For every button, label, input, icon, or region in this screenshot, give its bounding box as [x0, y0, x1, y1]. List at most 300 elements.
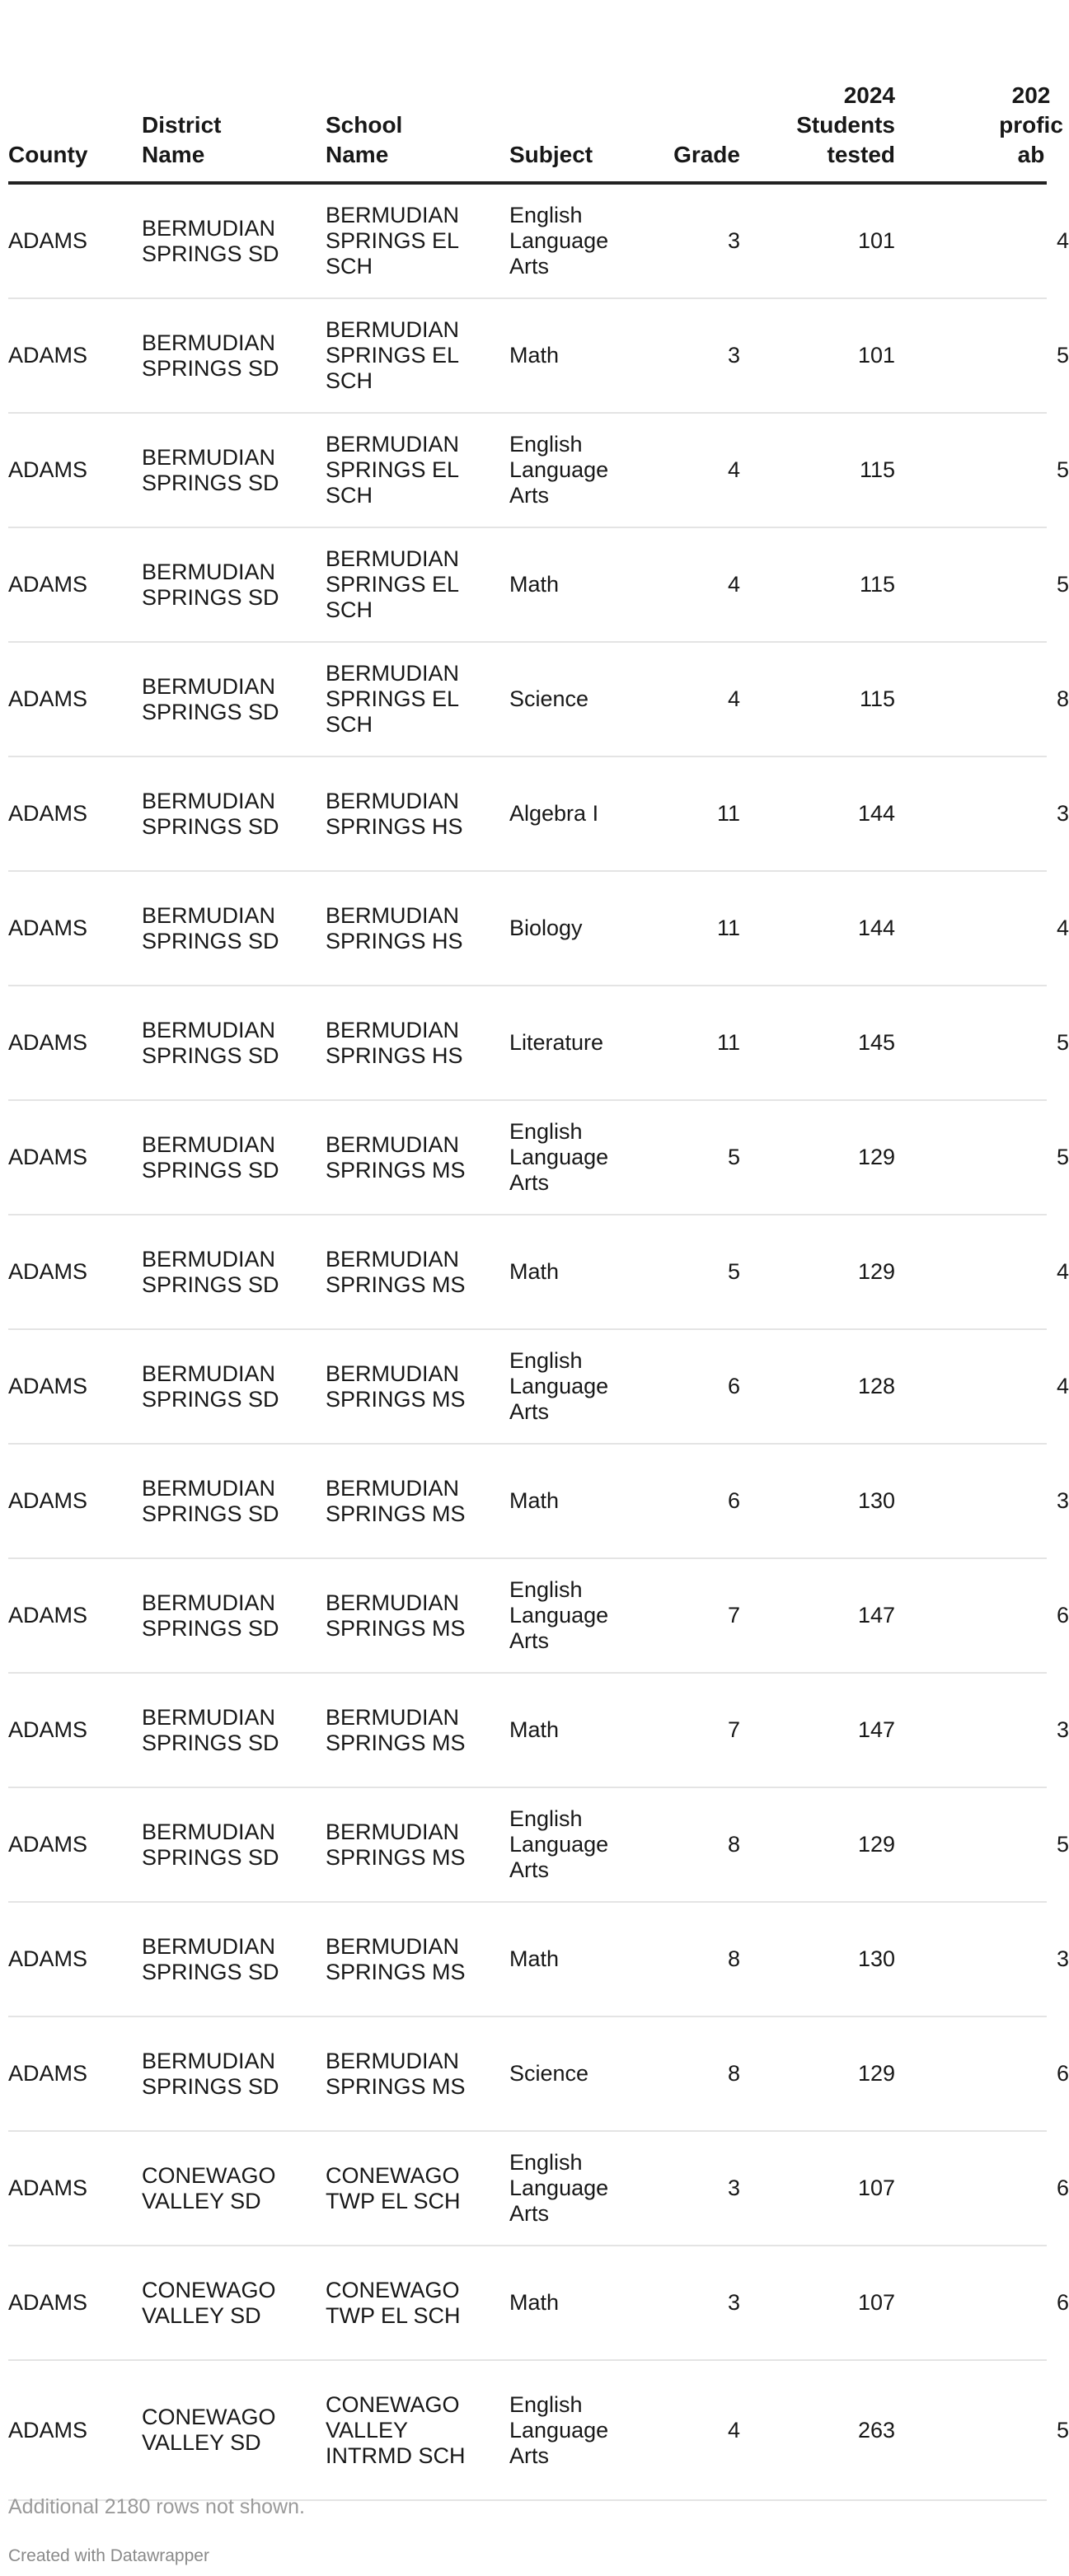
- cell-students-tested-text: 263: [857, 2417, 895, 2443]
- cell-grade: [649, 1329, 748, 1444]
- cell-district-name-text: BERMUDIAN SPRINGS SD: [142, 444, 279, 495]
- cell-grade-text: 6: [727, 1488, 740, 1513]
- cell-district-name: [142, 527, 326, 642]
- cell-subject-text: Math: [509, 1259, 560, 1284]
- cell-students-tested-text: 147: [857, 1603, 895, 1628]
- cell-students-tested: [748, 1444, 903, 1558]
- cell-grade: [649, 1444, 748, 1558]
- cell-students-tested: [748, 527, 903, 642]
- cell-district-name-text: BERMUDIAN SPRINGS SD: [142, 330, 279, 381]
- cell-grade: [649, 183, 748, 298]
- cell-students-tested: [748, 2016, 903, 2131]
- cell-district-name-text: CONEWAGO VALLEY SD: [142, 2162, 276, 2213]
- cell-subject-text: Literature: [509, 1030, 604, 1055]
- cell-subject-text: English Language Arts: [509, 1119, 609, 1195]
- cell-school-name: [326, 1787, 509, 1902]
- header-school-label: School Name: [326, 112, 403, 167]
- cell-subject: [509, 1673, 649, 1787]
- cell-grade: [649, 871, 748, 986]
- cell-grade: [649, 2360, 748, 2500]
- cell-district-name: [142, 1558, 326, 1673]
- cell-district-name-text: CONEWAGO VALLEY SD: [142, 2277, 276, 2328]
- cell-proficient-text: 5: [1057, 572, 1069, 597]
- table-row: [8, 1215, 1047, 1329]
- cell-proficient: [903, 1902, 1069, 2016]
- cell-students-tested-text: 145: [857, 1030, 895, 1055]
- cell-students-tested: [748, 298, 903, 413]
- cell-district-name-text: BERMUDIAN SPRINGS SD: [142, 902, 279, 953]
- cell-students-tested: [748, 413, 903, 527]
- cell-school-name-text: BERMUDIAN SPRINGS HS: [326, 1017, 463, 1068]
- cell-subject: [509, 642, 649, 756]
- cell-students-tested-text: 147: [857, 1717, 895, 1742]
- cell-subject: [509, 2360, 649, 2500]
- header-grade[interactable]: [649, 0, 748, 183]
- cell-subject-text: Math: [509, 572, 560, 597]
- cell-students-tested: [748, 756, 903, 871]
- cell-proficient: [903, 298, 1069, 413]
- cell-students-tested-text: 107: [857, 2176, 895, 2200]
- cell-proficient-text: 3: [1057, 1488, 1069, 1513]
- cell-proficient-text: 4: [1057, 1259, 1069, 1284]
- cell-students-tested-text: 144: [857, 801, 895, 826]
- cell-school-name-text: BERMUDIAN SPRINGS MS: [326, 1590, 466, 1641]
- cell-county: [8, 1215, 142, 1329]
- table-row: [8, 2016, 1047, 2131]
- cell-proficient-text: 5: [1057, 343, 1069, 368]
- header-school-name[interactable]: [326, 0, 509, 183]
- cell-grade-text: 4: [727, 2417, 740, 2443]
- cell-district-name-text: BERMUDIAN SPRINGS SD: [142, 1131, 279, 1183]
- cell-county: [8, 1558, 142, 1673]
- cell-subject-text: English Language Arts: [509, 1806, 609, 1882]
- cell-district-name-text: BERMUDIAN SPRINGS SD: [142, 1704, 279, 1755]
- cell-district-name: [142, 2016, 326, 2131]
- cell-school-name: [326, 298, 509, 413]
- cell-county: [8, 986, 142, 1100]
- cell-grade: [649, 756, 748, 871]
- cell-district-name-text: BERMUDIAN SPRINGS SD: [142, 1819, 279, 1870]
- cell-district-name: [142, 1902, 326, 2016]
- cell-school-name-text: BERMUDIAN SPRINGS HS: [326, 788, 463, 839]
- cell-grade: [649, 1902, 748, 2016]
- cell-proficient: [903, 1787, 1069, 1902]
- table-notes: Additional 2180 rows not shown.: [8, 2495, 305, 2518]
- cell-county-text: ADAMS: [8, 1603, 88, 1628]
- cell-students-tested: [748, 1558, 903, 1673]
- cell-school-name-text: BERMUDIAN SPRINGS HS: [326, 902, 463, 953]
- cell-proficient: [903, 1444, 1069, 1558]
- cell-county: [8, 871, 142, 986]
- cell-grade: [649, 1787, 748, 1902]
- cell-students-tested: [748, 871, 903, 986]
- cell-students-tested: [748, 1787, 903, 1902]
- cell-proficient-text: 5: [1057, 1832, 1069, 1857]
- cell-county-text: ADAMS: [8, 343, 88, 368]
- cell-subject-text: English Language Arts: [509, 1348, 609, 1424]
- cell-school-name: [326, 1902, 509, 2016]
- cell-subject: [509, 298, 649, 413]
- cell-grade-text: 11: [716, 801, 740, 826]
- table-row: [8, 642, 1047, 756]
- header-subject[interactable]: [509, 0, 649, 183]
- header-subject-label: Subject: [509, 142, 593, 167]
- cell-school-name-text: BERMUDIAN SPRINGS MS: [326, 1933, 466, 1984]
- cell-grade: [649, 642, 748, 756]
- cell-district-name: [142, 1787, 326, 1902]
- cell-subject-text: Math: [509, 1488, 560, 1513]
- cell-grade-text: 11: [716, 916, 740, 940]
- cell-grade-text: 7: [727, 1603, 740, 1628]
- cell-grade-text: 4: [727, 686, 740, 711]
- cell-subject: [509, 1215, 649, 1329]
- cell-subject: [509, 871, 649, 986]
- cell-district-name: [142, 298, 326, 413]
- cell-proficient-text: 4: [1057, 228, 1069, 253]
- cell-county-text: ADAMS: [8, 2061, 88, 2086]
- cell-county: [8, 527, 142, 642]
- cell-county: [8, 642, 142, 756]
- cell-school-name-text: CONEWAGO TWP EL SCH: [326, 2277, 461, 2328]
- cell-county: [8, 2131, 142, 2246]
- cell-county-text: ADAMS: [8, 801, 88, 826]
- cell-subject-text: English Language Arts: [509, 203, 609, 279]
- cell-district-name-text: BERMUDIAN SPRINGS SD: [142, 215, 279, 266]
- cell-grade-text: 5: [727, 1259, 740, 1284]
- cell-district-name: [142, 183, 326, 298]
- cell-district-name-text: BERMUDIAN SPRINGS SD: [142, 559, 279, 610]
- cell-grade: [649, 986, 748, 1100]
- cell-subject: [509, 1329, 649, 1444]
- cell-school-name: [326, 1100, 509, 1215]
- cell-proficient-text: 6: [1057, 1603, 1069, 1628]
- cell-proficient-text: 5: [1057, 2417, 1069, 2443]
- table-row: [8, 986, 1047, 1100]
- cell-school-name-text: BERMUDIAN SPRINGS MS: [326, 1246, 466, 1297]
- cell-proficient-text: 6: [1057, 2290, 1069, 2315]
- cell-subject: [509, 1100, 649, 1215]
- cell-students-tested-text: 129: [857, 1832, 895, 1857]
- cell-county: [8, 1787, 142, 1902]
- header-students-tested-label: 2024 Students tested: [796, 82, 895, 167]
- cell-school-name: [326, 413, 509, 527]
- cell-subject-text: Biology: [509, 916, 583, 940]
- cell-county-text: ADAMS: [8, 916, 88, 940]
- cell-school-name: [326, 2131, 509, 2246]
- cell-district-name-text: BERMUDIAN SPRINGS SD: [142, 788, 279, 839]
- cell-county: [8, 298, 142, 413]
- cell-district-name-text: BERMUDIAN SPRINGS SD: [142, 1017, 279, 1068]
- cell-subject: [509, 1558, 649, 1673]
- cell-county: [8, 2246, 142, 2360]
- cell-school-name-text: BERMUDIAN SPRINGS MS: [326, 2048, 466, 2099]
- cell-county: [8, 2016, 142, 2131]
- cell-proficient-text: 8: [1057, 686, 1069, 711]
- cell-students-tested-text: 144: [857, 916, 895, 940]
- cell-grade-text: 6: [727, 1374, 740, 1398]
- cell-subject: [509, 413, 649, 527]
- cell-county-text: ADAMS: [8, 686, 88, 711]
- cell-subject-text: Algebra I: [509, 801, 599, 826]
- cell-district-name: [142, 1673, 326, 1787]
- header-district-name[interactable]: [142, 0, 326, 183]
- data-table: [8, 0, 1069, 2501]
- cell-school-name-text: BERMUDIAN SPRINGS MS: [326, 1819, 466, 1870]
- cell-students-tested: [748, 1902, 903, 2016]
- table-row: [8, 298, 1047, 413]
- cell-county: [8, 2360, 142, 2500]
- cell-district-name-text: BERMUDIAN SPRINGS SD: [142, 673, 279, 724]
- table-row: [8, 756, 1047, 871]
- cell-subject: [509, 2131, 649, 2246]
- datawrapper-credit: Created with Datawrapper: [8, 2546, 209, 2565]
- cell-proficient: [903, 527, 1069, 642]
- cell-county-text: ADAMS: [8, 1030, 88, 1055]
- cell-students-tested-text: 129: [857, 1259, 895, 1284]
- table-row: [8, 1444, 1047, 1558]
- cell-students-tested-text: 101: [857, 228, 895, 253]
- cell-school-name-text: BERMUDIAN SPRINGS MS: [326, 1131, 466, 1183]
- cell-proficient: [903, 756, 1069, 871]
- cell-school-name: [326, 2360, 509, 2500]
- cell-students-tested: [748, 1100, 903, 1215]
- cell-proficient: [903, 1558, 1069, 1673]
- cell-school-name: [326, 871, 509, 986]
- cell-students-tested-text: 130: [857, 1946, 895, 1971]
- cell-district-name: [142, 642, 326, 756]
- cell-district-name-text: BERMUDIAN SPRINGS SD: [142, 1246, 279, 1297]
- cell-county-text: ADAMS: [8, 1832, 88, 1857]
- cell-county: [8, 756, 142, 871]
- cell-students-tested-text: 128: [857, 1374, 895, 1398]
- cell-proficient: [903, 642, 1069, 756]
- cell-subject: [509, 1444, 649, 1558]
- cell-school-name-text: BERMUDIAN SPRINGS EL SCH: [326, 546, 460, 622]
- cell-district-name: [142, 1215, 326, 1329]
- cell-county-text: ADAMS: [8, 228, 88, 253]
- cell-students-tested: [748, 986, 903, 1100]
- cell-county: [8, 1100, 142, 1215]
- cell-school-name: [326, 1558, 509, 1673]
- cell-grade-text: 7: [727, 1717, 740, 1742]
- cell-proficient-text: 6: [1057, 2061, 1069, 2086]
- cell-district-name: [142, 871, 326, 986]
- header-proficient[interactable]: [903, 0, 1063, 183]
- cell-grade-text: 11: [716, 1030, 740, 1055]
- cell-school-name-text: BERMUDIAN SPRINGS EL SCH: [326, 661, 460, 737]
- cell-grade: [649, 1558, 748, 1673]
- cell-students-tested-text: 115: [859, 686, 895, 711]
- cell-county-text: ADAMS: [8, 1145, 88, 1169]
- table-row: [8, 1558, 1047, 1673]
- cell-proficient-text: 3: [1057, 801, 1069, 826]
- cell-district-name: [142, 413, 326, 527]
- cell-subject-text: English Language Arts: [509, 1577, 609, 1653]
- cell-grade: [649, 1215, 748, 1329]
- header-district-label: District Name: [142, 112, 222, 167]
- cell-grade-text: 3: [727, 343, 740, 368]
- table-row: [8, 2246, 1047, 2360]
- cell-district-name-text: BERMUDIAN SPRINGS SD: [142, 2048, 279, 2099]
- cell-proficient-text: 5: [1057, 1030, 1069, 1055]
- cell-proficient: [903, 2131, 1069, 2246]
- table-row: [8, 1100, 1047, 1215]
- cell-proficient: [903, 2360, 1069, 2500]
- cell-subject: [509, 527, 649, 642]
- cell-students-tested: [748, 183, 903, 298]
- cell-grade: [649, 298, 748, 413]
- cell-county-text: ADAMS: [8, 2290, 88, 2315]
- cell-district-name-text: CONEWAGO VALLEY SD: [142, 2405, 276, 2455]
- cell-school-name: [326, 1215, 509, 1329]
- cell-grade-text: 5: [727, 1145, 740, 1169]
- header-grade-label: Grade: [673, 142, 740, 167]
- cell-county-text: ADAMS: [8, 1259, 88, 1284]
- cell-grade: [649, 527, 748, 642]
- header-proficient-label: 202 profic ab: [999, 82, 1063, 167]
- header-county-label: County: [8, 142, 88, 167]
- cell-proficient: [903, 1329, 1069, 1444]
- cell-grade-text: 3: [727, 2290, 740, 2315]
- cell-district-name: [142, 1329, 326, 1444]
- cell-school-name-text: CONEWAGO TWP EL SCH: [326, 2162, 461, 2213]
- table-row: [8, 527, 1047, 642]
- cell-proficient: [903, 2246, 1069, 2360]
- cell-students-tested-text: 101: [857, 343, 895, 368]
- cell-students-tested: [748, 642, 903, 756]
- data-table-container: [8, 0, 1069, 2501]
- cell-subject-text: Science: [509, 686, 589, 711]
- cell-district-name: [142, 2360, 326, 2500]
- cell-county: [8, 1329, 142, 1444]
- cell-proficient-text: 4: [1057, 916, 1069, 940]
- cell-grade-text: 4: [727, 572, 740, 597]
- cell-subject-text: Math: [509, 2290, 560, 2315]
- cell-proficient: [903, 1673, 1069, 1787]
- cell-district-name: [142, 1100, 326, 1215]
- cell-proficient: [903, 986, 1069, 1100]
- cell-subject-text: Math: [509, 1946, 560, 1971]
- cell-subject: [509, 2016, 649, 2131]
- cell-district-name: [142, 2246, 326, 2360]
- cell-grade-text: 8: [727, 2061, 740, 2086]
- table-row: [8, 2360, 1047, 2500]
- table-row: [8, 413, 1047, 527]
- cell-school-name: [326, 1444, 509, 1558]
- cell-proficient: [903, 183, 1069, 298]
- table-row: [8, 1329, 1047, 1444]
- cell-subject-text: English Language Arts: [509, 2391, 609, 2468]
- cell-students-tested-text: 129: [857, 1145, 895, 1169]
- cell-grade-text: 8: [727, 1832, 740, 1857]
- cell-proficient: [903, 871, 1069, 986]
- cell-grade-text: 3: [727, 228, 740, 253]
- cell-school-name-text: BERMUDIAN SPRINGS EL SCH: [326, 432, 460, 508]
- cell-students-tested: [748, 1329, 903, 1444]
- cell-county: [8, 1673, 142, 1787]
- cell-proficient: [903, 413, 1069, 527]
- cell-subject: [509, 756, 649, 871]
- cell-proficient-text: 3: [1057, 1717, 1069, 1742]
- cell-school-name: [326, 756, 509, 871]
- cell-school-name: [326, 642, 509, 756]
- cell-subject: [509, 986, 649, 1100]
- cell-subject: [509, 1902, 649, 2016]
- cell-county-text: ADAMS: [8, 572, 88, 597]
- cell-school-name-text: BERMUDIAN SPRINGS MS: [326, 1704, 466, 1755]
- table-header-row: [8, 0, 1047, 183]
- cell-students-tested-text: 107: [857, 2290, 895, 2315]
- cell-proficient: [903, 1100, 1069, 1215]
- cell-school-name-text: BERMUDIAN SPRINGS EL SCH: [326, 203, 460, 279]
- cell-proficient-text: 3: [1057, 1946, 1069, 1971]
- cell-district-name-text: BERMUDIAN SPRINGS SD: [142, 1933, 279, 1984]
- cell-grade: [649, 1100, 748, 1215]
- cell-county: [8, 1902, 142, 2016]
- cell-county-text: ADAMS: [8, 2417, 88, 2443]
- cell-county-text: ADAMS: [8, 1488, 88, 1513]
- cell-school-name: [326, 986, 509, 1100]
- cell-school-name-text: BERMUDIAN SPRINGS EL SCH: [326, 317, 460, 393]
- cell-county: [8, 183, 142, 298]
- cell-grade: [649, 413, 748, 527]
- cell-students-tested-text: 129: [857, 2061, 895, 2086]
- cell-students-tested: [748, 1673, 903, 1787]
- cell-school-name: [326, 1329, 509, 1444]
- cell-district-name-text: BERMUDIAN SPRINGS SD: [142, 1361, 279, 1412]
- cell-county-text: ADAMS: [8, 1717, 88, 1742]
- cell-students-tested-text: 115: [859, 572, 895, 597]
- cell-subject-text: English Language Arts: [509, 2150, 609, 2226]
- header-students-tested[interactable]: [748, 0, 903, 183]
- cell-school-name: [326, 2246, 509, 2360]
- cell-subject-text: Math: [509, 1717, 560, 1742]
- table-row: [8, 1673, 1047, 1787]
- table-body: [8, 183, 1069, 2500]
- cell-subject-text: Science: [509, 2061, 589, 2086]
- table-row: [8, 1787, 1047, 1902]
- header-county[interactable]: [8, 0, 142, 183]
- table-row: [8, 871, 1047, 986]
- cell-students-tested-text: 130: [857, 1488, 895, 1513]
- cell-county-text: ADAMS: [8, 1374, 88, 1398]
- cell-grade: [649, 2246, 748, 2360]
- cell-subject: [509, 183, 649, 298]
- cell-grade: [649, 1673, 748, 1787]
- cell-students-tested: [748, 2131, 903, 2246]
- cell-grade-text: 4: [727, 457, 740, 482]
- cell-students-tested: [748, 1215, 903, 1329]
- cell-grade-text: 3: [727, 2176, 740, 2200]
- cell-students-tested: [748, 2246, 903, 2360]
- cell-proficient-text: 6: [1057, 2176, 1069, 2200]
- cell-school-name: [326, 2016, 509, 2131]
- cell-proficient-text: 5: [1057, 457, 1069, 482]
- cell-district-name: [142, 2131, 326, 2246]
- cell-subject-text: Math: [509, 343, 560, 368]
- cell-students-tested: [748, 2360, 903, 2500]
- cell-proficient-text: 5: [1057, 1145, 1069, 1169]
- cell-proficient: [903, 2016, 1069, 2131]
- cell-students-tested-text: 115: [859, 457, 895, 482]
- cell-county: [8, 1444, 142, 1558]
- cell-proficient: [903, 1215, 1069, 1329]
- cell-school-name: [326, 183, 509, 298]
- cell-county: [8, 413, 142, 527]
- cell-proficient-text: 4: [1057, 1374, 1069, 1398]
- cell-school-name: [326, 1673, 509, 1787]
- cell-school-name: [326, 527, 509, 642]
